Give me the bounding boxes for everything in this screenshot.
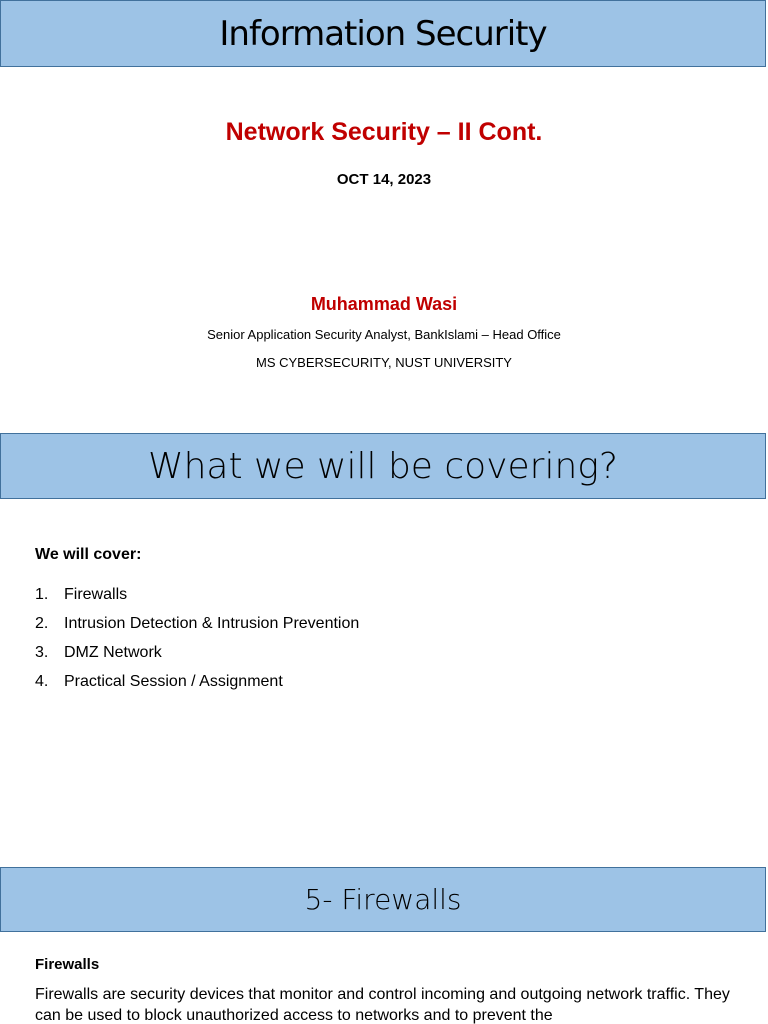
list-item: [35, 671, 359, 700]
list-item: [35, 584, 359, 613]
cover-heading: We will cover:: [35, 546, 142, 563]
list-item-label: DMZ Network: [64, 644, 162, 661]
list-item-number: 4.: [35, 673, 49, 690]
author-role: Senior Application Security Analyst, BankIslami – Head Office: [207, 327, 561, 342]
firewalls-paragraph: Firewalls are security devices that monitor and control incoming and outgoing network traffic. They can be used to block unauthorized access to networks and to prevent the: [35, 986, 730, 1024]
slide-banner-covering: [0, 433, 766, 499]
banner-title: What we will be covering?: [147, 445, 618, 487]
banner-title: 5- Firewalls: [304, 883, 462, 916]
list-item: [35, 642, 359, 671]
list-item-label: Firewalls: [64, 586, 128, 603]
list-item-number: 1.: [35, 586, 49, 603]
list-item: [35, 613, 359, 642]
list-item-number: 2.: [35, 615, 49, 632]
list-item-label: Practical Session / Assignment: [64, 673, 283, 690]
cover-list: [35, 584, 359, 700]
slide-title: Network Security – II Cont.: [225, 118, 543, 146]
slide-banner-information-security: [0, 0, 766, 67]
list-item-number: 3.: [35, 644, 49, 661]
banner-title: Information Security: [219, 13, 547, 54]
slide-date: OCT 14, 2023: [336, 171, 432, 188]
firewalls-heading: Firewalls: [35, 956, 100, 973]
slide-banner-firewalls: [0, 867, 766, 932]
author-degree: MS CYBERSECURITY, NUST UNIVERSITY: [256, 355, 512, 370]
list-item-label: Intrusion Detection & Intrusion Prevention: [64, 615, 360, 632]
author-name: Muhammad Wasi: [310, 294, 458, 314]
